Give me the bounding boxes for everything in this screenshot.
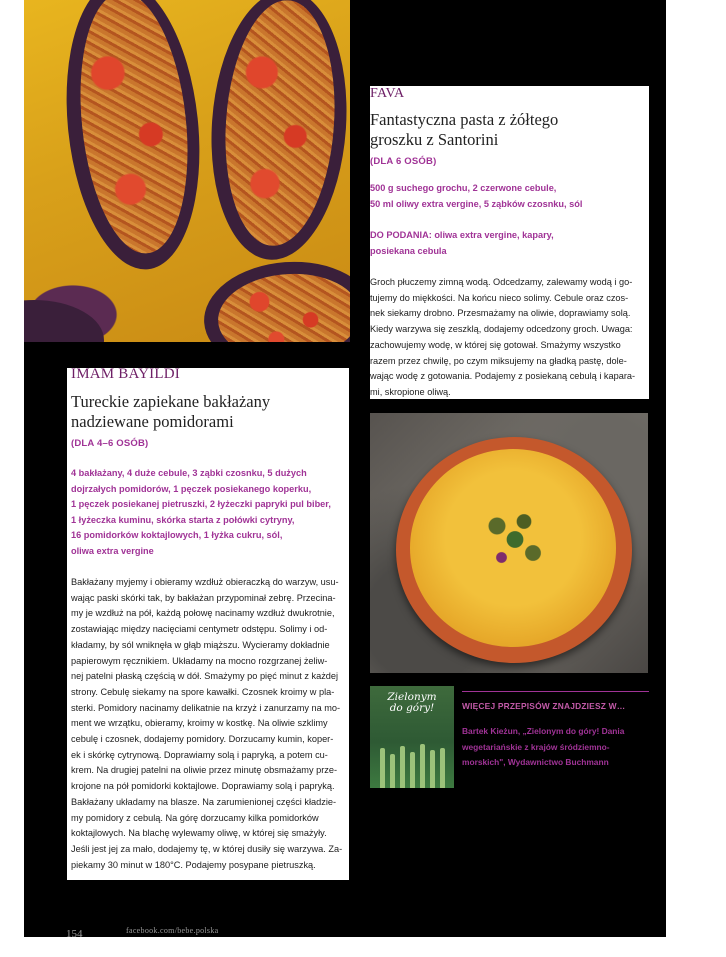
imam-dish-name: IMAM BAYILDI — [71, 366, 180, 382]
footer-url: facebook.com/bebe.polska — [126, 926, 219, 935]
book-cover-title: Zielonym do góry! — [387, 691, 437, 714]
fava-servings: (DLA 6 OSÓB) — [370, 156, 437, 167]
page-number: 154 — [66, 928, 83, 940]
page-footer — [66, 924, 219, 942]
fava-photo — [370, 413, 648, 673]
imam-instructions: Bakłażany myjemy i obieramy wzdłuż obieraczką do warzyw, usu- wając paski skórki tak, by bakłażan przypominał zebrę. Przecina- my je wzdłuż na pół, każdą połowę nacinamy wzdłuż dwukrotnie, zostawiając między nacięciami centymetr odstępu. Solimy i od- kładamy, by sól wniknęła w głąb miąższu. Wycieramy dokładnie papierowym ręcznikiem. Układamy na mocno rozgrzanej żeliw- nej patelni płaską częścią w dół. Smażymy po pięć minut z każdej strony. Cebulę siekamy na spore kawałki. Czosnek kroimy w pla- sterki. Pomidory nacinamy delikatnie na krzyż i zanurzamy na mo- ment we wrzątku, obieramy, kroimy w kostkę. Na oliwie szklimy cebulę i czosnek, dodajemy pomidory. Dorzucamy kumin, koper- ek i skórkę cytrynową. Doprawiamy solą i papryką, a potem cu- krem. Na drugiej patelni na oliwie przez minutę obsmażamy prze- krojone na pół pomidorki koktajlowe. Doprawiamy solą i papryką. Bakłażany układamy na blasze. Na zarumienionej części kładzie- my pomidory z cebulą. Na górę dorzucamy kilka pomidorków koktajlowych. Na blachę wylewamy oliwę, w której się smażyły. Jeśli jest jej za mało, dodajemy tę, w której dusiły się warzywa. Za- piekamy 30 minut w 180°C. Podajemy posypane pietruszką. — [71, 577, 343, 870]
fava-serving-suggestion: DO PODANIA: oliwa extra vergine, kapary, posiekana cebula — [370, 230, 554, 256]
fava-title: Fantastyczna pasta z żółtego groszku z Santorini — [370, 110, 559, 149]
fava-ingredients: 500 g suchego grochu, 2 czerwone cebule, 50 ml oliwy extra vergine, 5 ząbków czosnku, sól — [370, 183, 583, 209]
fava-dish-name: FAVA — [370, 86, 405, 101]
fava-instructions: Groch płuczemy zimną wodą. Odcedzamy, zalewamy wodą i go- tujemy do miękkości. Na końcu nieco solimy. Cebule oraz czos- nek siekamy drobno. Przesmażamy na oliwie, doprawiamy solą. Kiedy warzywa się zeszklą, dodajemy odcedzony groch. Uwaga: zachowujemy wodę, w której się gotował. Smażymy wszystko razem przez chwilę, po czym miksujemy na gładką pastę, dole- wając wodę z gotowania. Podajemy z posiekaną cebulą i kapara- mi, skropione oliwą. — [370, 277, 636, 397]
imam-bayildi-recipe-box — [67, 368, 349, 880]
imam-ingredients: 4 bakłażany, 4 duże cebule, 3 ząbki czosnku, 5 dużych dojrzałych pomidorów, 1 pęczek posiekanego koperku, 1 pęczek posiekanej pietruszki, 2 łyżeczki papryki pul biber, 1 łyżeczka kuminu, skórka starta z połówki cytryny, 16 pomidorków koktajlowych, 1 łyżka cukru, sól, oliwa extra vergine — [71, 468, 331, 556]
book-cover-image — [370, 686, 454, 788]
eggplant-photo — [24, 0, 350, 342]
more-recipes-divider — [462, 691, 649, 692]
imam-servings: (DLA 4–6 OSÓB) — [71, 438, 149, 449]
imam-title: Tureckie zapiekane bakłażany nadziewane pomidorami — [71, 392, 271, 431]
more-recipes-credit: Bartek Kieżun, „Zielonym do góry! Dania wegetariańskie z krajów śródziemno- morskich", Wydawnictwo Buchmann — [462, 726, 625, 768]
fava-recipe-box — [370, 86, 649, 399]
more-recipes-heading: WIĘCEJ PRZEPISÓW ZNAJDZIESZ W… — [462, 701, 626, 711]
bowl — [396, 437, 632, 663]
